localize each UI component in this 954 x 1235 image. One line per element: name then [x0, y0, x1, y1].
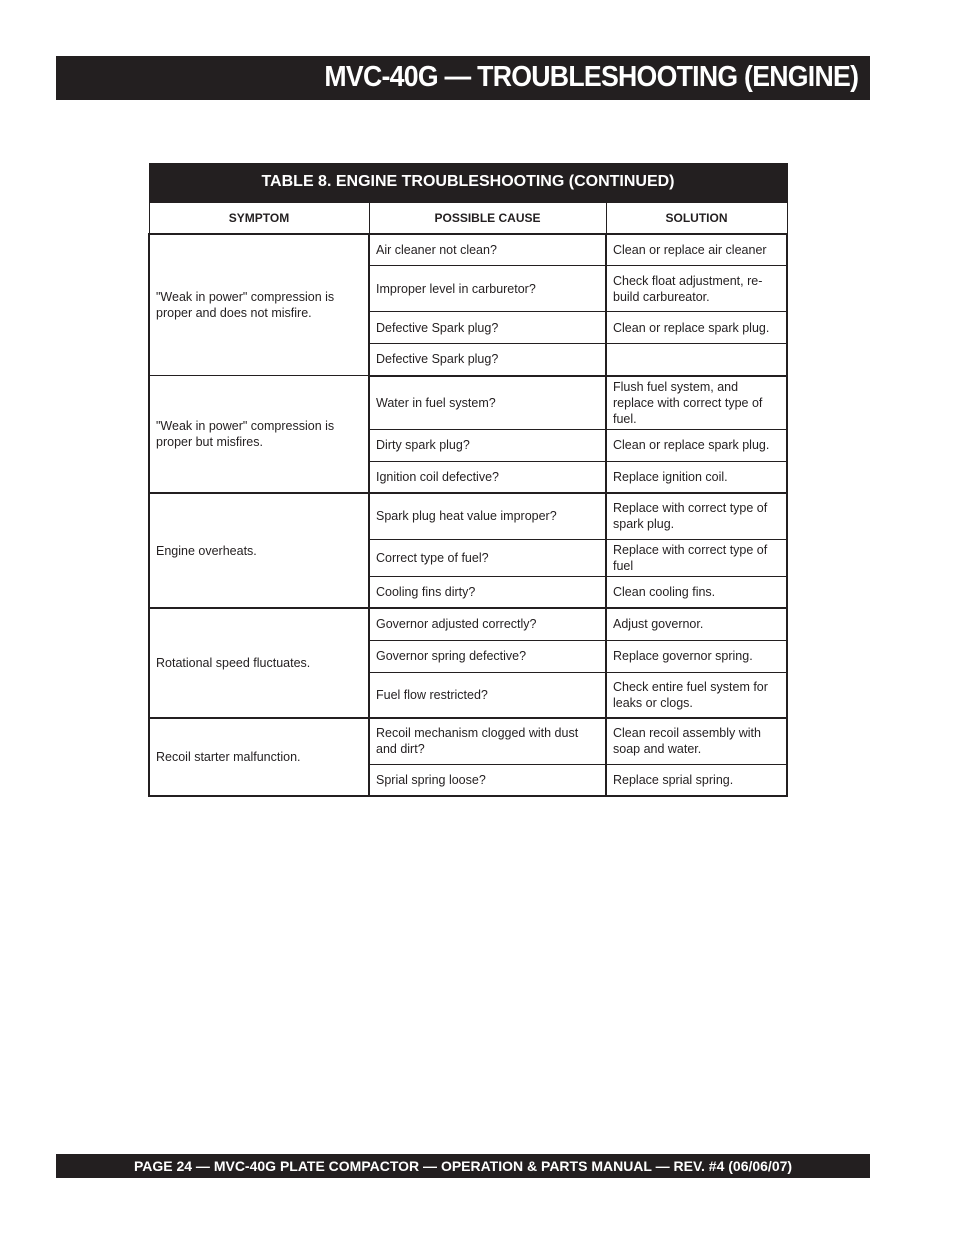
header-bar	[56, 56, 870, 100]
table-row	[149, 376, 787, 430]
troubleshooting-table	[148, 163, 788, 797]
table-row	[149, 234, 787, 266]
cause-cell: Recoil mechanism clogged with dust and dirt?	[369, 718, 606, 764]
page-footer: PAGE 24 — MVC-40G PLATE COMPACTOR — OPERATION & PARTS MANUAL — REV. #4 (06/06/07)	[56, 1154, 870, 1178]
cause-cell: Governor spring defective?	[369, 640, 606, 672]
table-row	[149, 718, 787, 764]
solution-cell: Replace ignition coil.	[606, 461, 787, 493]
solution-cell: Clean or replace spark plug.	[606, 312, 787, 344]
solution-cell: Clean or replace spark plug.	[606, 429, 787, 461]
column-header-possible-cause: POSSIBLE CAUSE	[369, 202, 606, 234]
table-row	[149, 493, 787, 539]
column-header-solution: SOLUTION	[606, 202, 787, 234]
table-caption: TABLE 8. ENGINE TROUBLESHOOTING (CONTINUED)	[149, 164, 787, 202]
solution-cell: Check entire fuel system for leaks or clogs.	[606, 672, 787, 718]
symptom-cell: Engine overheats.	[149, 493, 369, 608]
page-title: MVC-40G — TROUBLESHOOTING (ENGINE)	[324, 61, 858, 93]
cause-cell: Correct type of fuel?	[369, 539, 606, 576]
symptom-cell: "Weak in power" compression is proper but misfires.	[149, 376, 369, 494]
solution-cell: Adjust governor.	[606, 608, 787, 640]
cause-cell: Fuel flow restricted?	[369, 672, 606, 718]
cause-cell: Defective Spark plug?	[369, 312, 606, 344]
cause-cell: Air cleaner not clean?	[369, 234, 606, 266]
cause-cell: Dirty spark plug?	[369, 429, 606, 461]
solution-cell: Flush fuel system, and replace with correct type of fuel.	[606, 376, 787, 430]
cause-cell: Governor adjusted correctly?	[369, 608, 606, 640]
solution-cell: Clean recoil assembly with soap and water.	[606, 718, 787, 764]
symptom-cell: Rotational speed fluctuates.	[149, 608, 369, 718]
column-header-symptom: SYMPTOM	[149, 202, 369, 234]
solution-cell	[606, 344, 787, 376]
cause-cell: Cooling fins dirty?	[369, 576, 606, 608]
cause-cell: Water in fuel system?	[369, 376, 606, 430]
cause-cell: Spark plug heat value improper?	[369, 493, 606, 539]
solution-cell: Clean cooling fins.	[606, 576, 787, 608]
solution-cell: Clean or replace air cleaner	[606, 234, 787, 266]
troubleshooting-table-container	[148, 163, 786, 797]
solution-cell: Replace sprial spring.	[606, 764, 787, 796]
table-row	[149, 608, 787, 640]
cause-cell: Improper level in carburetor?	[369, 266, 606, 312]
solution-cell: Check float adjustment, re-build carbureator.	[606, 266, 787, 312]
cause-cell: Sprial spring loose?	[369, 764, 606, 796]
solution-cell: Replace governor spring.	[606, 640, 787, 672]
symptom-cell: "Weak in power" compression is proper and does not misfire.	[149, 234, 369, 376]
solution-cell: Replace with correct type of spark plug.	[606, 493, 787, 539]
cause-cell: Ignition coil defective?	[369, 461, 606, 493]
cause-cell: Defective Spark plug?	[369, 344, 606, 376]
solution-cell: Replace with correct type of fuel	[606, 539, 787, 576]
symptom-cell: Recoil starter malfunction.	[149, 718, 369, 796]
